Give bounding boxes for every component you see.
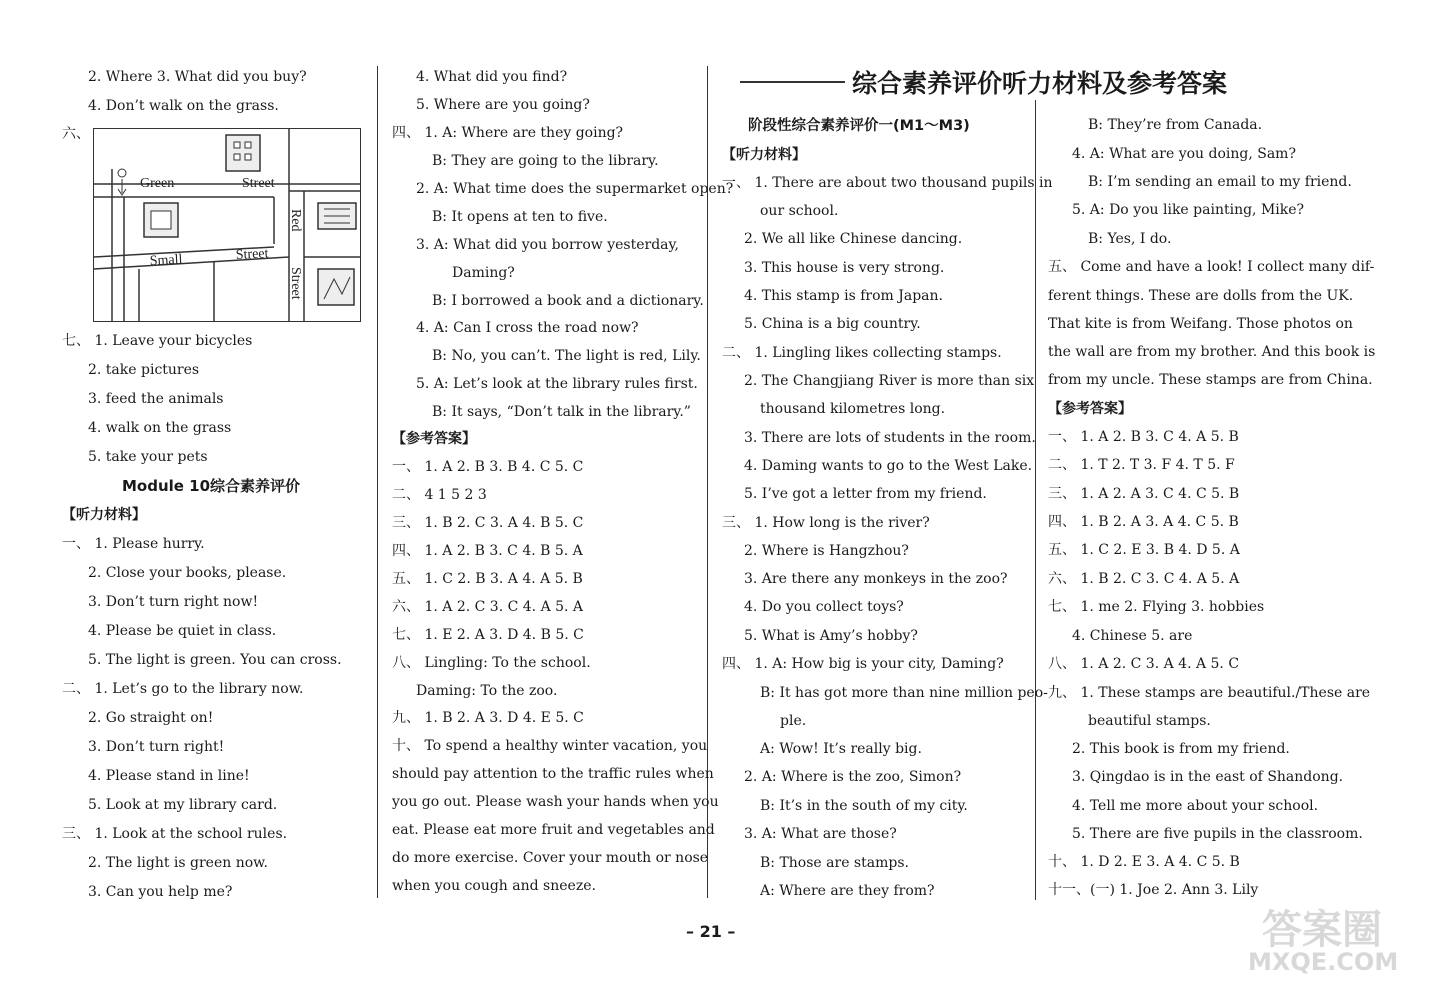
text-line: 5. China is a big country. [744, 316, 921, 332]
text-line: 4. A: Can I cross the road now? [416, 320, 639, 336]
answer-line: beautiful stamps. [1088, 713, 1211, 729]
text-line: 3. Are there any monkeys in the zoo? [744, 571, 1008, 587]
text-line: 5. What is Amy’s hobby? [744, 628, 918, 644]
text-line: the wall are from my brother. And this book is [1048, 344, 1376, 360]
text-line: B: It says, “Don’t talk in the library.” [432, 404, 691, 420]
text-line: 3. There are lots of students in the room. [744, 430, 1036, 446]
watermark-url: MXQE.COM [1248, 948, 1399, 976]
answer-line: 三、 1. A 2. A 3. C 4. C 5. B [1048, 486, 1240, 502]
text-line: 4. Please stand in line! [88, 768, 250, 784]
answer-line: 一、 1. A 2. B 3. C 4. A 5. B [1048, 429, 1239, 445]
text-line: 4. Please be quiet in class. [88, 623, 277, 639]
text-line: 4. This stamp is from Japan. [744, 288, 943, 304]
text-line: 4. Don’t walk on the grass. [88, 98, 279, 114]
text-line: 3. A: What did you borrow yesterday, [416, 237, 679, 253]
answer-line: 八、 1. A 2. C 3. A 4. A 5. C [1048, 656, 1240, 672]
text-line: B: Yes, I do. [1088, 231, 1172, 247]
answer-line: 5. There are five pupils in the classroom. [1072, 826, 1363, 842]
section-marker: 六、 [62, 126, 90, 142]
text-line: 2. A: Where is the zoo, Simon? [744, 769, 962, 785]
answer-line: 四、 1. A 2. B 3. C 4. B 5. A [392, 543, 583, 559]
text-line: A: Where are they from? [760, 883, 935, 899]
answer-line: 十一、(一) 1. Joe 2. Ann 3. Lily [1048, 882, 1259, 898]
section-title: 阶段性综合素养评价一(M1～M3) [748, 118, 970, 134]
text-line: 5. Where are you going? [416, 97, 590, 113]
page-title: 综合素养评价听力材料及参考答案 [852, 69, 1228, 98]
text-line: 四、 1. A: Where are they going? [392, 125, 624, 141]
text-line: B: No, you can’t. The light is red, Lily. [432, 348, 701, 364]
text-line: 4. Do you collect toys? [744, 599, 904, 615]
text-line: 2. take pictures [88, 362, 200, 378]
map-graphic [94, 129, 360, 321]
text-line: 三、 1. Look at the school rules. [62, 826, 288, 842]
map-label: Red [288, 209, 303, 232]
text-line: 七、 1. Leave your bicycles [62, 333, 253, 349]
answer-line: Daming: To the zoo. [416, 683, 558, 699]
text-line: 3. Don’t turn right now! [88, 594, 259, 610]
answer-line: 3. Qingdao is in the east of Shandong. [1072, 769, 1344, 785]
answer-line: do more exercise. Cover your mouth or nose [392, 850, 709, 866]
text-line: B: Those are stamps. [760, 855, 909, 871]
text-line: 四、 1. A: How big is your city, Daming? [722, 656, 1004, 672]
section-heading: 【听力材料】 [722, 147, 806, 163]
text-line: 3. Can you help me? [88, 884, 233, 900]
text-line: Daming? [452, 265, 515, 281]
street-map [93, 128, 361, 322]
text-line: B: They are going to the library. [432, 153, 659, 169]
answer-line: 2. This book is from my friend. [1072, 741, 1290, 757]
text-line: 2. The Changjiang River is more than six [744, 373, 1035, 389]
text-line: 2. Close your books, please. [88, 565, 287, 581]
text-line: 5. take your pets [88, 449, 208, 465]
answer-line: 七、 1. E 2. A 3. D 4. B 5. C [392, 627, 584, 643]
answer-line: 一、 1. A 2. B 3. B 4. C 5. C [392, 459, 584, 475]
answer-line: 九、 1. B 2. A 3. D 4. E 5. C [392, 710, 584, 726]
map-label: Street [242, 176, 275, 191]
text-line: 2. The light is green now. [88, 855, 268, 871]
answer-line: when you cough and sneeze. [392, 878, 596, 894]
text-line: 二、 1. Let’s go to the library now. [62, 681, 304, 697]
text-line: 4. Daming wants to go to the West Lake. [744, 458, 1033, 474]
text-line: 5. A: Do you like painting, Mike? [1072, 202, 1305, 218]
text-line: 3. feed the animals [88, 391, 224, 407]
text-line: 5. Look at my library card. [88, 797, 278, 813]
map-label: Street [235, 246, 269, 263]
answer-line: 九、 1. These stamps are beautiful./These are [1048, 685, 1371, 701]
text-line: ferent things. These are dolls from the UK. [1048, 288, 1354, 304]
text-line: B: It opens at ten to five. [432, 209, 608, 225]
text-line: B: I’m sending an email to my friend. [1088, 174, 1352, 190]
title-rule [740, 81, 845, 83]
answer-line: 十、 To spend a healthy winter vacation, you [392, 738, 708, 754]
watermark-logo: 答案圈 [1262, 907, 1382, 953]
text-line: from my uncle. These stamps are from China. [1048, 372, 1373, 388]
text-line: 五、 Come and have a look! I collect many dif- [1048, 259, 1375, 275]
text-line: 二、 1. Lingling likes collecting stamps. [722, 345, 1002, 361]
answer-line: 二、 4 1 5 2 3 [392, 487, 487, 503]
map-label: Green [140, 176, 175, 191]
text-line: 一、 1. Please hurry. [62, 536, 205, 552]
text-line: 2. Where 3. What did you buy? [88, 69, 307, 85]
text-line: B: They’re from Canada. [1088, 117, 1263, 133]
text-line: B: It has got more than nine million peo- [760, 685, 1048, 701]
text-line: thousand kilometres long. [760, 401, 946, 417]
text-line: 3. Don’t turn right! [88, 739, 225, 755]
answer-line: 八、 Lingling: To the school. [392, 655, 591, 671]
text-line: B: It’s in the south of my city. [760, 798, 968, 814]
answer-line: 4. Tell me more about your school. [1072, 798, 1319, 814]
section-heading: 【参考答案】 [392, 431, 476, 447]
text-line: 3. This house is very strong. [744, 260, 945, 276]
section-heading: 【听力材料】 [62, 507, 146, 523]
answer-line: 七、 1. me 2. Flying 3. hobbies [1048, 599, 1265, 615]
text-line: 4. What did you find? [416, 69, 568, 85]
text-line: ple. [780, 713, 807, 729]
text-line: 2. Go straight on! [88, 710, 214, 726]
text-line: our school. [760, 203, 839, 219]
text-line: That kite is from Weifang. Those photos on [1048, 316, 1353, 332]
answer-line: should pay attention to the traffic rules when [392, 766, 714, 782]
text-line: 4. A: What are you doing, Sam? [1072, 146, 1296, 162]
text-line: 一、 1. There are about two thousand pupils in [722, 175, 1053, 191]
answer-line: 二、 1. T 2. T 3. F 4. T 5. F [1048, 457, 1235, 473]
text-line: 5. I’ve got a letter from my friend. [744, 486, 987, 502]
map-label: Street [288, 267, 303, 300]
text-line: 三、 1. How long is the river? [722, 515, 930, 531]
text-line: 2. We all like Chinese dancing. [744, 231, 963, 247]
column-separator [1035, 100, 1036, 900]
section-heading: 【参考答案】 [1048, 401, 1132, 417]
text-line: 4. walk on the grass [88, 420, 232, 436]
answer-line: 十、 1. D 2. E 3. A 4. C 5. B [1048, 854, 1240, 870]
section-title: Module 10综合素养评价 [122, 477, 301, 495]
text-line: 5. A: Let’s look at the library rules first. [416, 376, 698, 392]
text-line: 2. A: What time does the supermarket open? [416, 181, 734, 197]
text-line: B: I borrowed a book and a dictionary. [432, 293, 704, 309]
text-line: A: Wow! It’s really big. [760, 741, 922, 757]
map-label: Small [149, 252, 183, 269]
answer-line: 四、 1. B 2. A 3. A 4. C 5. B [1048, 514, 1239, 530]
text-line: 2. Where is Hangzhou? [744, 543, 909, 559]
page-number: – 21 – [686, 922, 736, 941]
answer-line: 三、 1. B 2. C 3. A 4. B 5. C [392, 515, 584, 531]
answer-line: eat. Please eat more fruit and vegetables and [392, 822, 715, 838]
text-line: 5. The light is green. You can cross. [88, 652, 342, 668]
answer-line: 五、 1. C 2. E 3. B 4. D 5. A [1048, 542, 1240, 558]
answer-line: 六、 1. A 2. C 3. C 4. A 5. A [392, 599, 584, 615]
answer-line: you go out. Please wash your hands when you [392, 794, 719, 810]
column-separator [377, 66, 378, 898]
answer-line: 五、 1. C 2. B 3. A 4. A 5. B [392, 571, 583, 587]
text-line: 3. A: What are those? [744, 826, 897, 842]
answer-line: 六、 1. B 2. C 3. C 4. A 5. A [1048, 571, 1240, 587]
answer-line: 4. Chinese 5. are [1072, 628, 1193, 644]
